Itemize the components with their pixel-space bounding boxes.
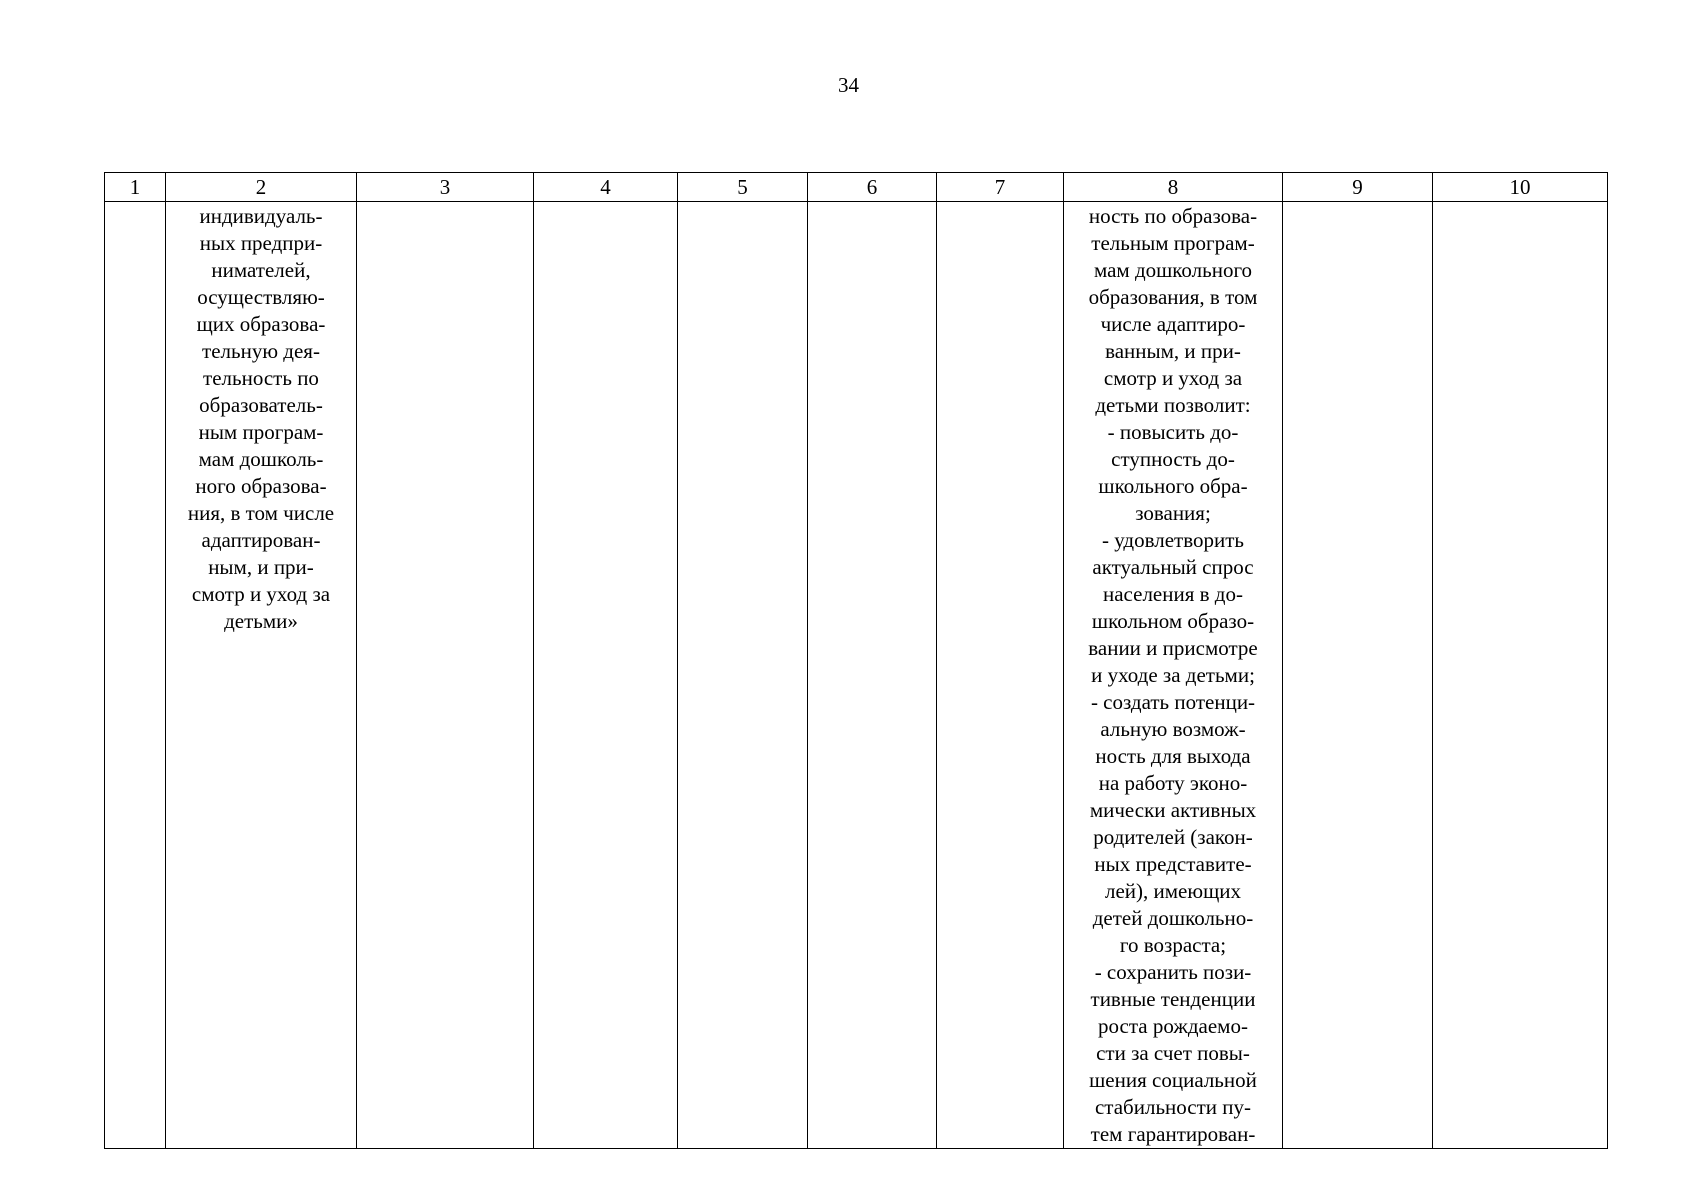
column-header-4: 4 <box>534 173 678 202</box>
cell-line: ных представите- <box>1094 852 1252 876</box>
cell-line: мам дошкольного <box>1093 258 1253 282</box>
cell-line: шения социальной <box>1089 1068 1257 1092</box>
cell-line: щих образова- <box>196 312 326 336</box>
cell-line: родителей (закон- <box>1093 825 1253 849</box>
cell-col-4 <box>534 202 678 1149</box>
cell-line: - сохранить пози- <box>1094 960 1252 984</box>
cell-col-8 <box>1064 202 1283 1149</box>
page-number: 34 <box>838 73 859 97</box>
cell-line: адаптирован- <box>201 528 321 552</box>
column-header-9: 9 <box>1283 173 1433 202</box>
cell-line: стабильности пу- <box>1094 1095 1252 1119</box>
column-header-5: 5 <box>678 173 808 202</box>
cell-line: на работу эконо- <box>1098 771 1248 795</box>
column-header-6: 6 <box>808 173 937 202</box>
cell-line: ным, и при- <box>208 555 314 579</box>
column-header-8: 8 <box>1064 173 1283 202</box>
cell-col-2 <box>166 202 357 1149</box>
cell-line: детьми позволит: <box>1095 393 1251 417</box>
cell-line: мам дошколь- <box>198 447 324 471</box>
column-header-2: 2 <box>166 173 357 202</box>
cell-line: зования; <box>1135 501 1211 525</box>
cell-line: смотр и уход за <box>191 582 331 606</box>
cell-line: и уходе за детьми; <box>1091 663 1255 687</box>
cell-line: тельную дея- <box>202 339 320 363</box>
cell-line: ния, в том числе <box>187 501 335 525</box>
data-table <box>104 172 1608 1149</box>
cell-col-5 <box>678 202 808 1149</box>
cell-line: сти за счет повы- <box>1096 1041 1250 1065</box>
cell-line: альную возмож- <box>1100 717 1246 741</box>
cell-line: тельность по <box>203 366 319 390</box>
column-header-7: 7 <box>937 173 1064 202</box>
column-header-10: 10 <box>1433 173 1608 202</box>
cell-col-6 <box>808 202 937 1149</box>
cell-line: тем гарантирован- <box>1090 1122 1256 1146</box>
cell-line: ных предпри- <box>199 231 323 255</box>
cell-line: ного образова- <box>195 474 327 498</box>
cell-line: - удовлетворить <box>1102 528 1244 552</box>
cell-line: образователь- <box>199 393 323 417</box>
cell-line: нимателей, <box>211 258 311 282</box>
cell-col-8-text <box>1064 202 1282 1148</box>
cell-line: индивидуаль- <box>199 204 323 228</box>
cell-line: школьном образо- <box>1091 609 1255 633</box>
table-row <box>105 202 1608 1149</box>
cell-line: мически активных <box>1089 798 1257 822</box>
column-header-3: 3 <box>357 173 534 202</box>
cell-line: вании и присмотре <box>1088 636 1258 660</box>
cell-line: ность для выхода <box>1095 744 1251 768</box>
cell-col-10 <box>1433 202 1608 1149</box>
column-header-1: 1 <box>105 173 166 202</box>
cell-col-9 <box>1283 202 1433 1149</box>
cell-line: ность по образова- <box>1088 204 1258 228</box>
cell-line: детей дошкольно- <box>1092 906 1254 930</box>
cell-line: тельным програм- <box>1091 231 1255 255</box>
cell-col-1 <box>105 202 166 1149</box>
cell-line: - создать потенци- <box>1090 690 1256 714</box>
cell-line: ступность до- <box>1111 447 1235 471</box>
cell-line: го возраста; <box>1119 933 1227 957</box>
cell-line: лей), имеющих <box>1105 879 1241 903</box>
cell-line: ванным, и при- <box>1105 339 1241 363</box>
cell-line: осуществляю- <box>197 285 325 309</box>
cell-col-7 <box>937 202 1064 1149</box>
cell-line: смотр и уход за <box>1103 366 1243 390</box>
cell-line: населения в до- <box>1103 582 1243 606</box>
cell-line: образования, в том <box>1088 285 1258 309</box>
cell-line: роста рождаемо- <box>1098 1014 1248 1038</box>
cell-line: - повысить до- <box>1107 420 1239 444</box>
cell-line: числе адаптиро- <box>1100 312 1246 336</box>
cell-line: детьми» <box>224 609 298 633</box>
cell-line: актуальный спрос <box>1092 555 1254 579</box>
cell-col-3 <box>357 202 534 1149</box>
cell-line: ным програм- <box>198 420 324 444</box>
cell-line: тивные тенденции <box>1090 987 1256 1011</box>
column-number-row <box>105 173 1608 202</box>
cell-line: школьного обра- <box>1098 474 1248 498</box>
cell-col-2-text <box>166 202 356 635</box>
